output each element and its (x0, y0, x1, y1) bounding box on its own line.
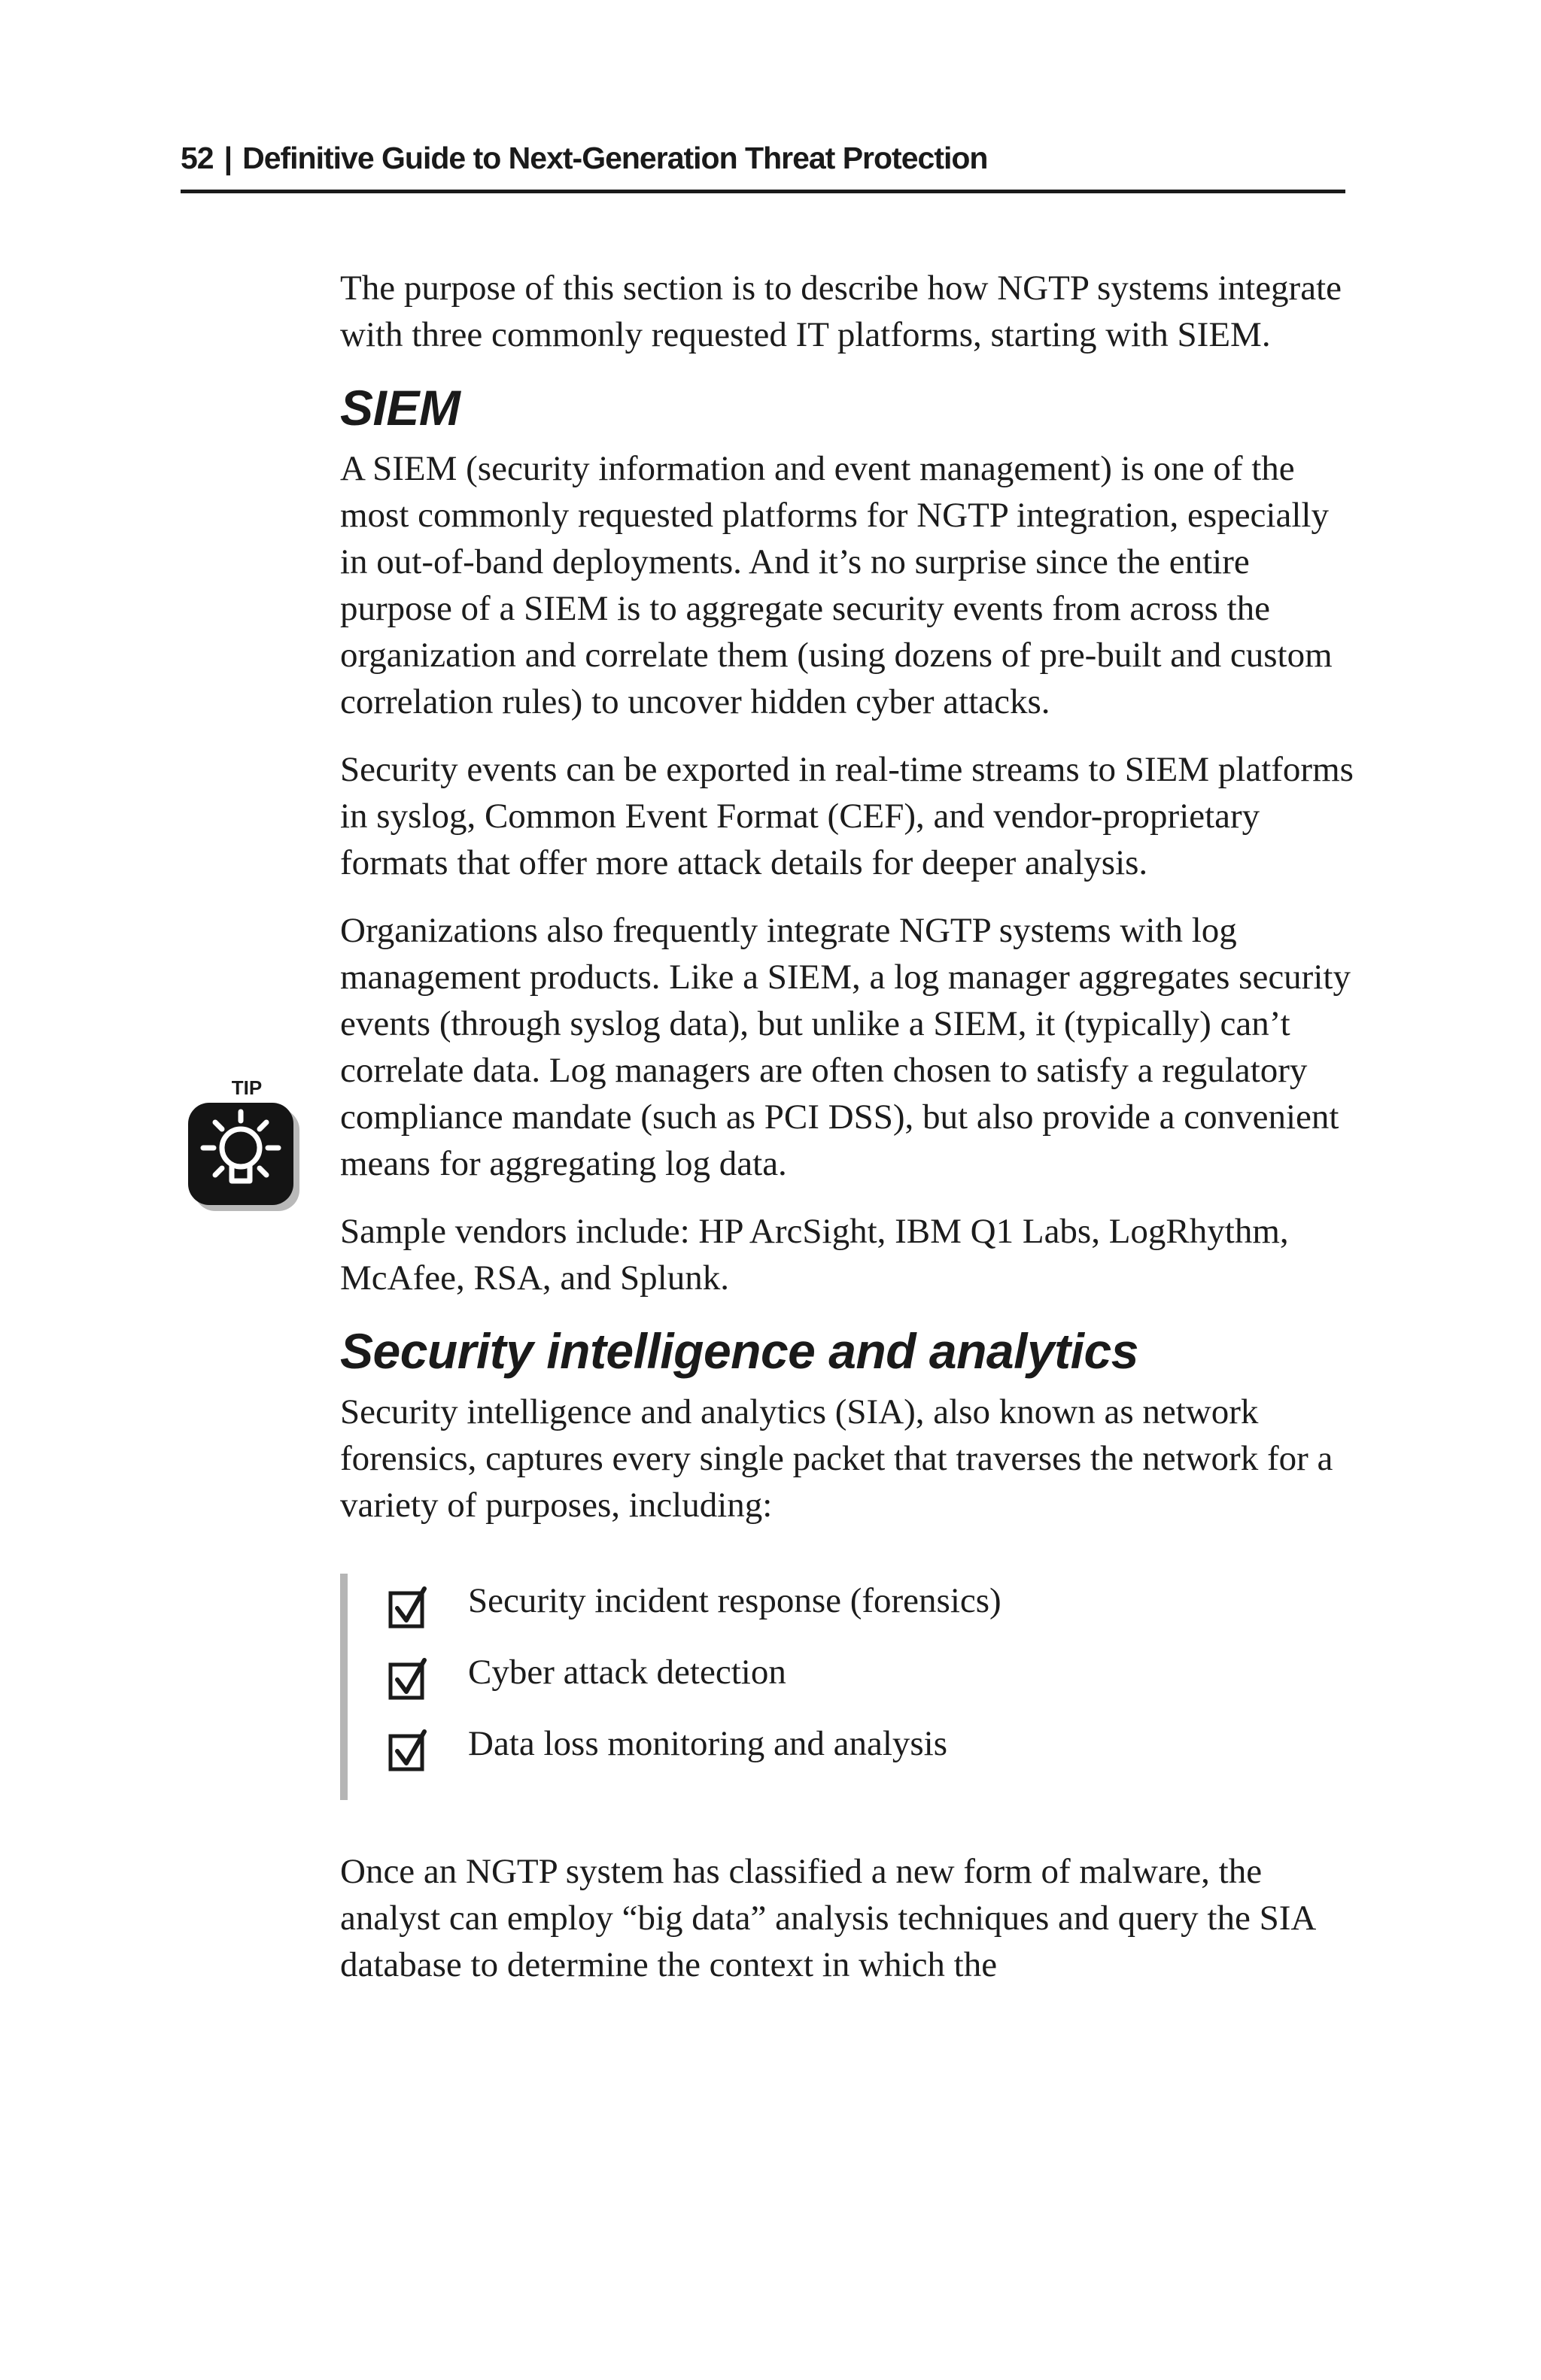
running-header (181, 134, 1345, 193)
checkbox-icon (388, 1729, 430, 1774)
list-item-text: Data loss monitoring and analysis (468, 1724, 948, 1763)
book-title: Definitive Guide to Next-Generation Threat Protection (242, 141, 988, 175)
tip-label: TIP (231, 1076, 263, 1099)
siem-paragraph-2: Security events can be exported in real-time streams to SIEM platforms in syslog, Common Event Format (CEF), and vendor-proprietary formats that offer more attack details for deeper analysis. (340, 750, 1354, 882)
intro-paragraph: The purpose of this section is to describe how NGTP systems integrate with three commonly requested IT platforms, starting with SIEM. (340, 269, 1342, 354)
tip-callout (185, 1077, 305, 1216)
list-item (340, 1650, 1356, 1721)
siem-paragraph-4: Sample vendors include: HP ArcSight, IBM Q1 Labs, LogRhythm, McAfee, RSA, and Splunk. (340, 1212, 1289, 1298)
list-item (340, 1721, 1356, 1793)
page-body (340, 265, 1356, 2009)
siem-paragraph-3: Organizations also frequently integrate NGTP systems with log management products. Like a SIEM, a log manager aggregates security events (through syslog data), but unlike a SIEM, it (typically) can’t correlate data. Log managers are often chosen to satisfy a regulatory compliance mandate (such as PCI DSS), but also provide a convenient means for aggregating log data. (340, 911, 1351, 1183)
checklist (340, 1574, 1356, 1800)
list-item-text: Security incident response (forensics) (468, 1581, 1001, 1620)
page-number: 52 (181, 141, 214, 175)
list-item-text: Cyber attack detection (468, 1653, 786, 1692)
list-item (340, 1578, 1356, 1650)
sia-paragraph-2: Once an NGTP system has classified a new form of malware, the analyst can employ “big data” analysis techniques and query the SIA database to determine the context in which the (340, 1852, 1315, 1984)
header-separator: | (223, 141, 233, 175)
checkbox-icon (388, 1657, 430, 1702)
sia-paragraph-1: Security intelligence and analytics (SIA), also known as network forensics, captures every single packet that traverses the network for a variety of purposes, including: (340, 1392, 1333, 1525)
siem-heading: SIEM (340, 380, 460, 436)
checkbox-icon (388, 1586, 430, 1631)
siem-paragraph-1: A SIEM (security information and event management) is one of the most commonly requested platforms for NGTP integration, especially in out-of-band deployments. And it’s no surprise since the entire purpose of a SIEM is to aggregate security events from across the organization and correlate them (using dozens of pre-built and custom correlation rules) to uncover hidden cyber attacks. (340, 449, 1333, 721)
sia-heading: Security intelligence and analytics (340, 1323, 1138, 1379)
lightbulb-icon (185, 1101, 302, 1214)
